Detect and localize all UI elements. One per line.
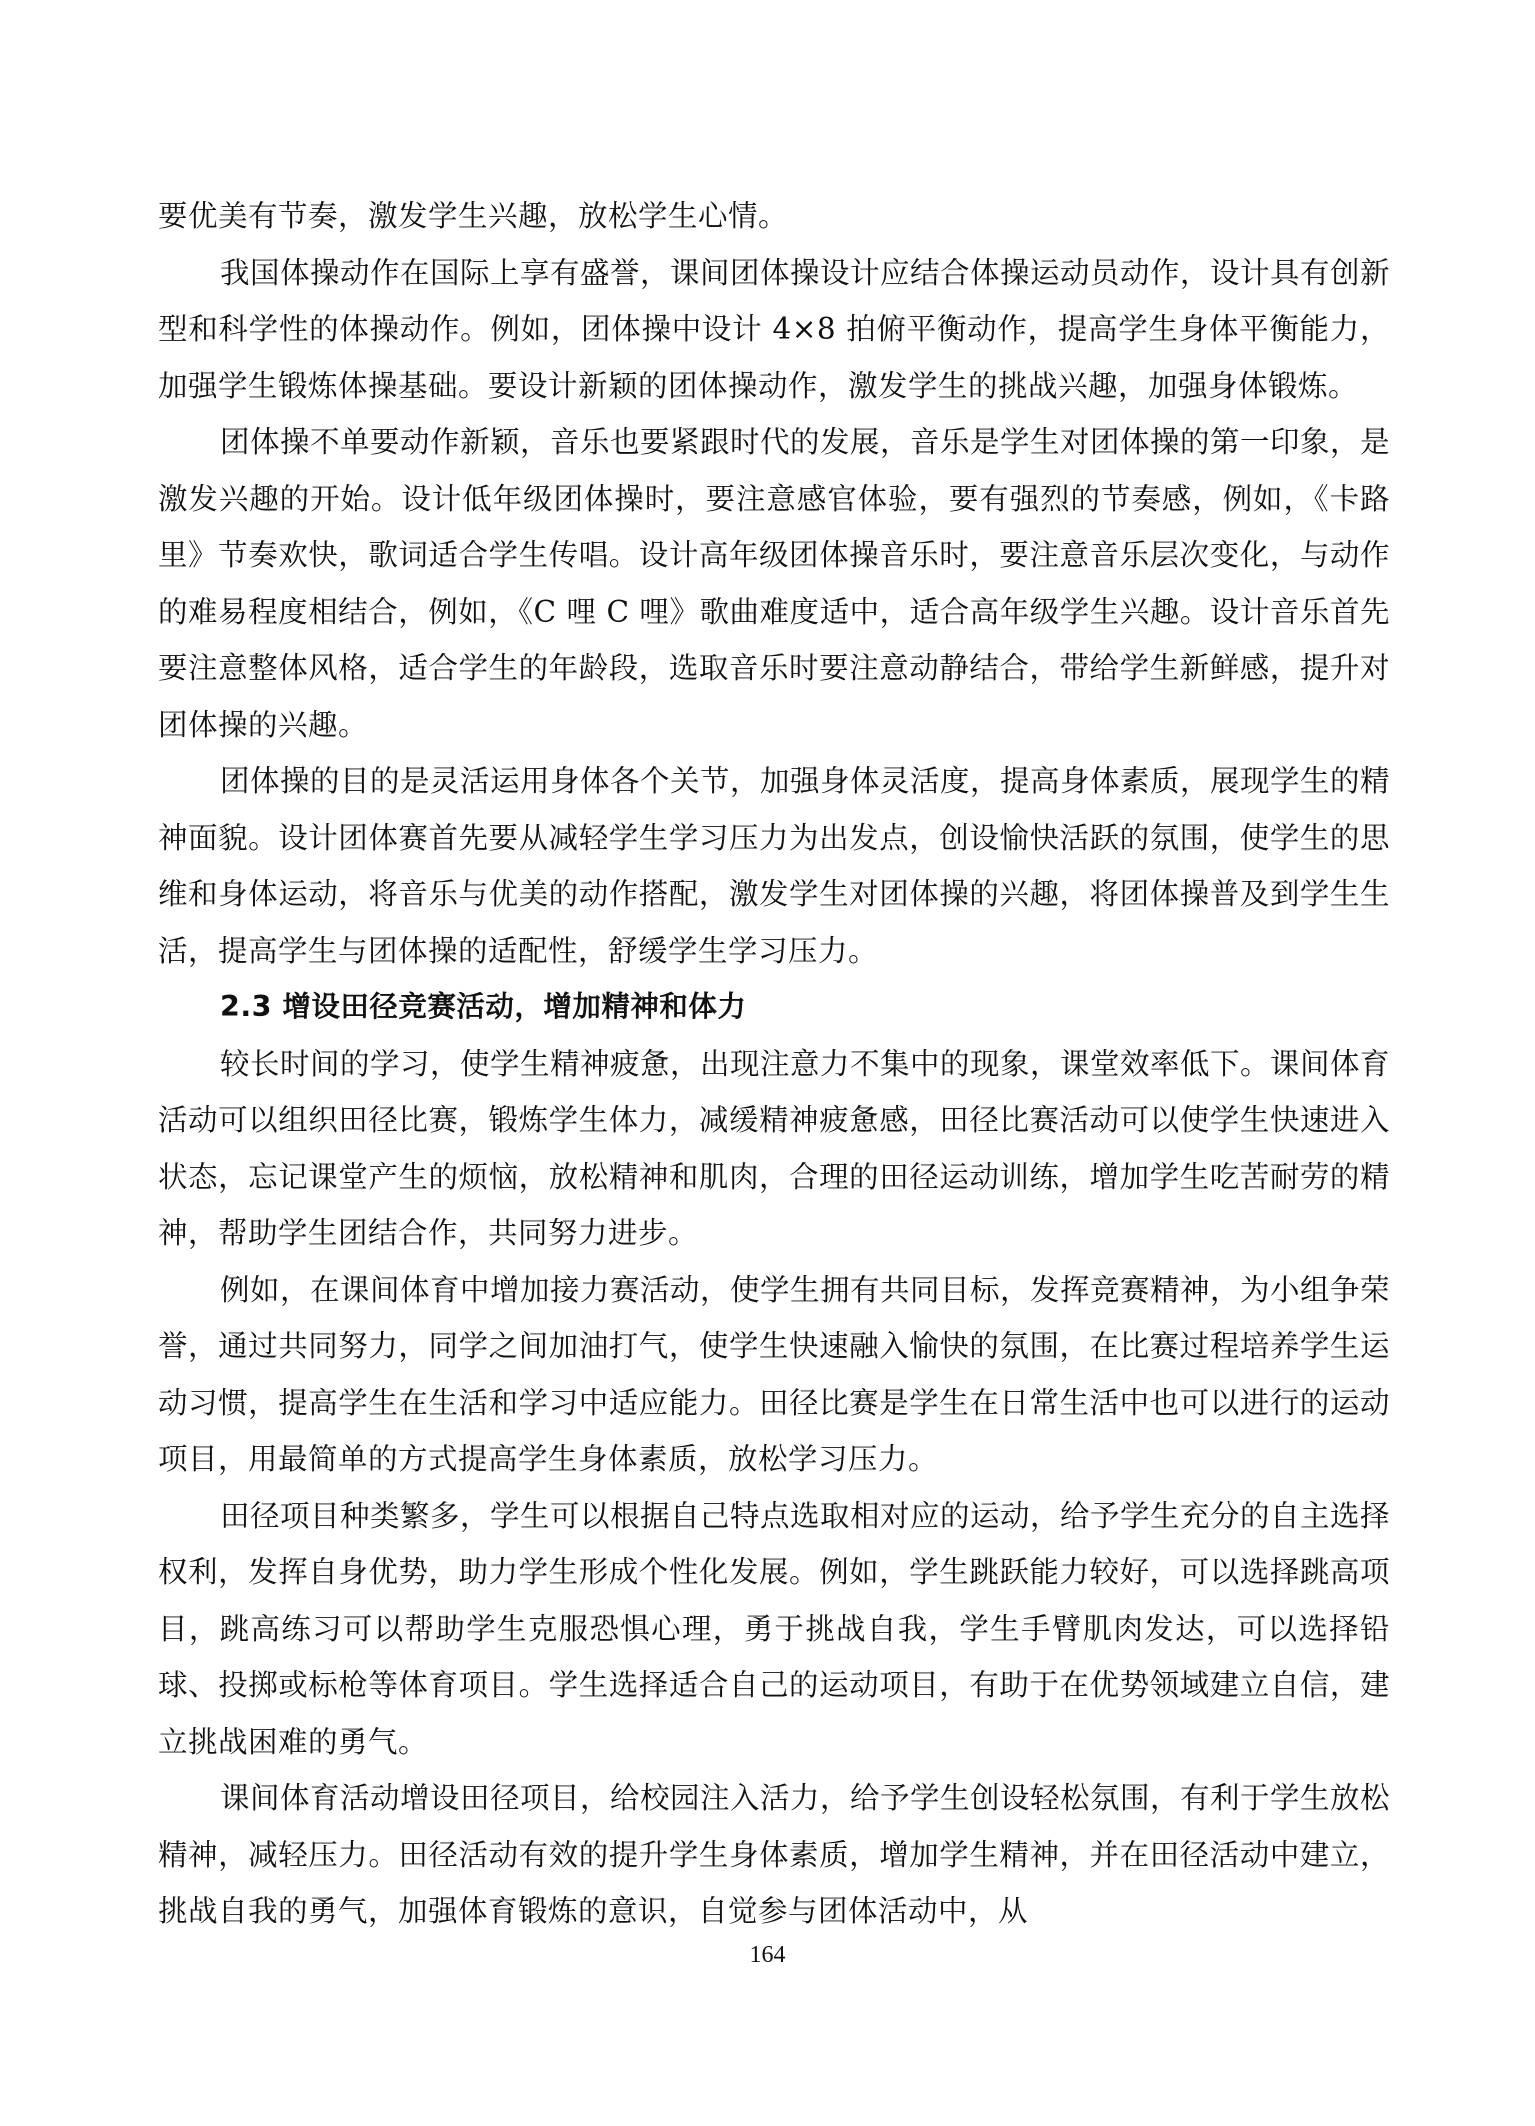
paragraph-gymnastics-movements: 我国体操动作在国际上享有盛誉，课间团体操设计应结合体操运动员动作，设计具有创新型和科学性的体操动作。例如，团体操中设计 4×8 拍俯平衡动作，提高学生身体平衡能力，加强学生锻炼体操基础。要设计新颖的团体操动作，激发学生的挑战兴趣，加强身体锻炼。: [158, 255, 1391, 403]
paragraph-track-field-intro: 较长时间的学习，使学生精神疲惫，出现注意力不集中的现象，课堂效率低下。课间体育活动可以组织田径比赛，锻炼学生体力，减缓精神疲惫感，田径比赛活动可以使学生快速进入状态，忘记课堂产生的烦恼，放松精神和肌肉，合理的田径运动训练，增加学生吃苦耐劳的精神，帮助学生团结合作，共同努力进步。: [158, 1046, 1391, 1250]
paragraph-gymnastics-purpose: 团体操的目的是灵活运用身体各个关节，加强身体灵活度，提高身体素质，展现学生的精神面貌。设计团体赛首先要从减轻学生学习压力为出发点，创设愉快活跃的氛围，使学生的思维和身体运动，将音乐与优美的动作搭配，激发学生对团体操的兴趣，将团体操普及到学生生活，提高学生与团体操的适配性，舒缓学生学习压力。: [158, 764, 1391, 968]
document-body: [158, 188, 1390, 1940]
paragraph-gymnastics-music: 团体操不单要动作新颖，音乐也要紧跟时代的发展，音乐是学生对团体操的第一印象，是激发兴趣的开始。设计低年级团体操时，要注意感官体验，要有强烈的节奏感，例如，《卡路里》节奏欢快，歌词适合学生传唱。设计高年级团体操音乐时，要注意音乐层次变化，与动作的难易程度相结合，例如，《C 哩 C 哩》歌曲难度适中，适合高年级学生兴趣。设计音乐首先要注意整体风格，适合学生的年龄段，选取音乐时要注意动静结合，带给学生新鲜感，提升对团体操的兴趣。: [158, 425, 1391, 742]
paragraph-relay-example: 例如，在课间体育中增加接力赛活动，使学生拥有共同目标，发挥竞赛精神，为小组争荣誉，通过共同努力，同学之间加油打气，使学生快速融入愉快的氛围，在比赛过程培养学生运动习惯，提高学生在生活和学习中适应能力。田径比赛是学生在日常生活中也可以进行的运动项目，用最简单的方式提高学生身体素质，放松学习压力。: [158, 1272, 1391, 1476]
section-heading: 2.3 增设田径竞赛活动，增加精神和体力: [220, 990, 747, 1023]
paragraph-campus-vitality: 课间体育活动增设田径项目，给校园注入活力，给予学生创设轻松氛围，有利于学生放松精神，减轻压力。田径活动有效的提升学生身体素质，增加学生精神，并在田径活动中建立，挑战自我的勇气，加强体育锻炼的意识，自觉参与团体活动中，从: [158, 1781, 1391, 1928]
page-number: 164: [749, 1942, 786, 1968]
paragraph-event-choice: 田径项目种类繁多，学生可以根据自己特点选取相对应的运动，给予学生充分的自主选择权利，发挥自身优势，助力学生形成个性化发展。例如，学生跳跃能力较好，可以选择跳高项目，跳高练习可以帮助学生克服恐惧心理，勇于挑战自我，学生手臂肌肉发达，可以选择铅球、投掷或标枪等体育项目。学生选择适合自己的运动项目，有助于在优势领域建立自信，建立挑战困难的勇气。: [158, 1498, 1391, 1759]
paragraph-continued: 要优美有节奏，激发学生兴趣，放松学生心情。: [158, 199, 789, 233]
